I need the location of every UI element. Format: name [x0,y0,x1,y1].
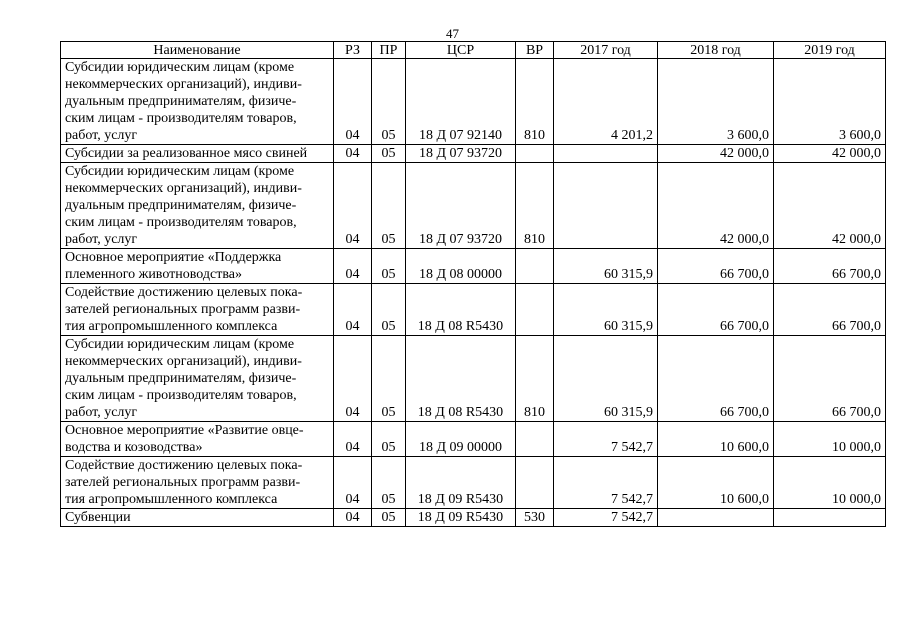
row-vr [516,145,554,163]
row-2017: 7 542,7 [554,422,658,457]
table-row [61,336,886,422]
row-2017: 60 315,9 [554,249,658,284]
table-row [61,509,886,527]
row-vr [516,284,554,336]
table-row [61,145,886,163]
row-pr: 05 [372,509,406,527]
row-2018: 42 000,0 [658,145,774,163]
row-name: Основное мероприятие «Поддержка племенного животноводства» [61,249,334,284]
row-2019: 3 600,0 [774,59,886,145]
row-name: Субсидии юридическим лицам (кроме некоммерческих организаций), индиви- дуальным предпринимателям, физиче- ским лицам - производителям товаров, работ, услуг [61,163,334,249]
row-name: Содействие достижению целевых пока- зателей региональных программ разви- тия агропромышленного комплекса [61,284,334,336]
row-2018: 66 700,0 [658,249,774,284]
header-2018: 2018 год [658,42,774,59]
table-row [61,249,886,284]
page-number: 47 [446,26,459,41]
row-pr: 05 [372,336,406,422]
row-2017: 7 542,7 [554,509,658,527]
table-row [61,422,886,457]
header-row [61,42,886,59]
row-2019: 66 700,0 [774,284,886,336]
row-rz: 04 [334,284,372,336]
row-2018: 10 600,0 [658,457,774,509]
row-name: Субсидии юридическим лицам (кроме некоммерческих организаций), индиви- дуальным предпринимателям, физиче- ским лицам - производителям товаров, работ, услуг [61,336,334,422]
row-csr: 18 Д 08 R5430 [406,284,516,336]
row-pr: 05 [372,145,406,163]
row-2018: 66 700,0 [658,336,774,422]
row-csr: 18 Д 08 R5430 [406,336,516,422]
row-pr: 05 [372,284,406,336]
row-rz: 04 [334,457,372,509]
row-pr: 05 [372,59,406,145]
row-pr: 05 [372,457,406,509]
row-pr: 05 [372,249,406,284]
header-csr: ЦСР [406,42,516,59]
row-rz: 04 [334,249,372,284]
row-2018: 42 000,0 [658,163,774,249]
row-2017: 7 542,7 [554,457,658,509]
row-2017: 4 201,2 [554,59,658,145]
row-name: Субвенции [61,509,334,527]
row-2019: 42 000,0 [774,163,886,249]
row-name: Основное мероприятие «Развитие овце- водства и козоводства» [61,422,334,457]
row-vr [516,457,554,509]
header-pr: ПР [372,42,406,59]
row-rz: 04 [334,145,372,163]
row-2018: 10 600,0 [658,422,774,457]
row-2017 [554,145,658,163]
header-vr: ВР [516,42,554,59]
row-rz: 04 [334,59,372,145]
row-2017: 60 315,9 [554,336,658,422]
row-vr [516,422,554,457]
row-2018: 66 700,0 [658,284,774,336]
row-vr [516,249,554,284]
row-csr: 18 Д 09 R5430 [406,457,516,509]
row-name: Субсидии юридическим лицам (кроме некоммерческих организаций), индиви- дуальным предпринимателям, физиче- ским лицам - производителям товаров, работ, услуг [61,59,334,145]
row-csr: 18 Д 08 00000 [406,249,516,284]
table-row [61,163,886,249]
row-csr: 18 Д 09 R5430 [406,509,516,527]
table-row [61,59,886,145]
row-pr: 05 [372,422,406,457]
header-2017: 2017 год [554,42,658,59]
header-2019: 2019 год [774,42,886,59]
row-2019: 10 000,0 [774,422,886,457]
row-rz: 04 [334,422,372,457]
row-name: Содействие достижению целевых пока- зателей региональных программ разви- тия агропромышленного комплекса [61,457,334,509]
row-name: Субсидии за реализованное мясо свиней [61,145,334,163]
row-vr: 530 [516,509,554,527]
header-rz: РЗ [334,42,372,59]
row-csr: 18 Д 09 00000 [406,422,516,457]
table-row [61,284,886,336]
row-csr: 18 Д 07 93720 [406,145,516,163]
header-name: Наименование [61,42,334,59]
row-pr: 05 [372,163,406,249]
row-vr: 810 [516,59,554,145]
budget-table [60,41,886,527]
row-2018: 3 600,0 [658,59,774,145]
row-2019: 42 000,0 [774,145,886,163]
row-csr: 18 Д 07 92140 [406,59,516,145]
row-vr: 810 [516,163,554,249]
row-vr: 810 [516,336,554,422]
table-row [61,457,886,509]
row-2017: 60 315,9 [554,284,658,336]
row-2018 [658,509,774,527]
row-2019: 66 700,0 [774,249,886,284]
row-2017 [554,163,658,249]
row-rz: 04 [334,163,372,249]
row-rz: 04 [334,509,372,527]
row-csr: 18 Д 07 93720 [406,163,516,249]
row-rz: 04 [334,336,372,422]
row-2019: 66 700,0 [774,336,886,422]
row-2019 [774,509,886,527]
row-2019: 10 000,0 [774,457,886,509]
